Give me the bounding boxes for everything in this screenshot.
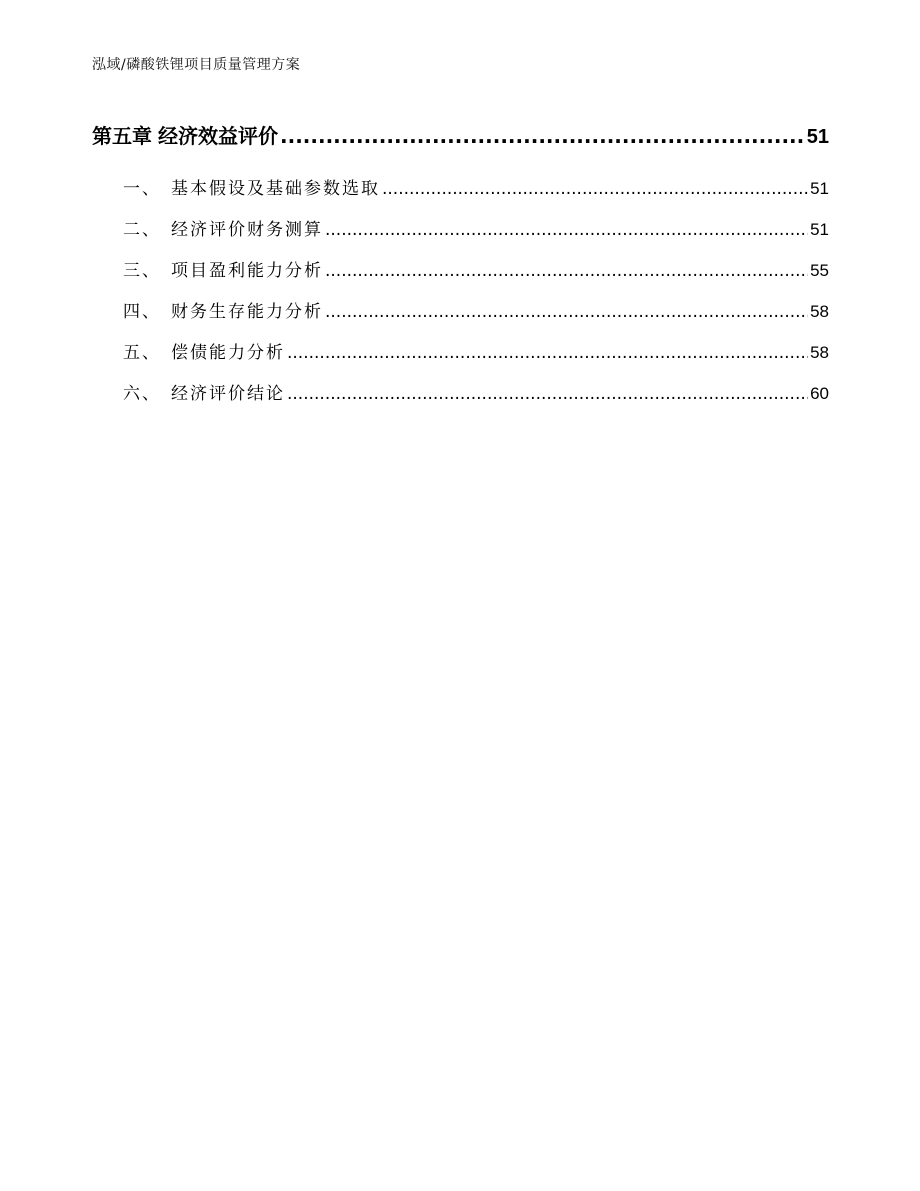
toc-chapter-number: 第五章	[92, 124, 152, 148]
toc-section-page-number: 55	[810, 261, 829, 280]
toc-dot-leader	[382, 179, 808, 199]
toc-section-entry[interactable]	[92, 338, 829, 379]
table-of-contents	[92, 120, 829, 420]
toc-dot-leader	[325, 261, 808, 281]
toc-section-title: 财务生存能力分析	[171, 302, 323, 322]
header-divider	[90, 80, 830, 81]
toc-section-entry[interactable]	[92, 215, 829, 256]
toc-dot-leader	[287, 384, 808, 404]
toc-section-title: 基本假设及基础参数选取	[171, 179, 380, 199]
toc-dot-leader	[280, 124, 805, 148]
toc-section-page-number: 60	[810, 384, 829, 403]
toc-section-page-number: 51	[810, 179, 829, 198]
toc-section-number: 二、	[123, 220, 161, 240]
toc-chapter-title: 经济效益评价	[158, 124, 278, 148]
toc-section-page-number: 51	[810, 220, 829, 239]
toc-section-page-number: 58	[810, 343, 829, 362]
toc-section-number: 五、	[123, 343, 161, 363]
toc-section-page-number: 58	[810, 302, 829, 321]
toc-chapter-entry[interactable]	[92, 120, 829, 154]
toc-section-number: 六、	[123, 384, 161, 404]
page-header: 泓域/磷酸铁锂项目质量管理方案	[92, 57, 301, 73]
toc-section-title: 经济评价财务测算	[171, 220, 323, 240]
toc-dot-leader	[287, 343, 808, 363]
toc-section-title: 经济评价结论	[171, 384, 285, 404]
toc-chapter-page-number: 51	[806, 126, 829, 148]
toc-section-entry[interactable]	[92, 379, 829, 420]
toc-section-number: 四、	[123, 302, 161, 322]
toc-section-number: 一、	[123, 179, 161, 199]
toc-section-entry[interactable]	[92, 256, 829, 297]
toc-dot-leader	[325, 302, 808, 322]
toc-section-entry[interactable]	[92, 174, 829, 215]
toc-section-title: 项目盈利能力分析	[171, 261, 323, 281]
toc-dot-leader	[325, 220, 808, 240]
toc-section-entry[interactable]	[92, 297, 829, 338]
toc-section-title: 偿债能力分析	[171, 343, 285, 363]
toc-section-number: 三、	[123, 261, 161, 281]
